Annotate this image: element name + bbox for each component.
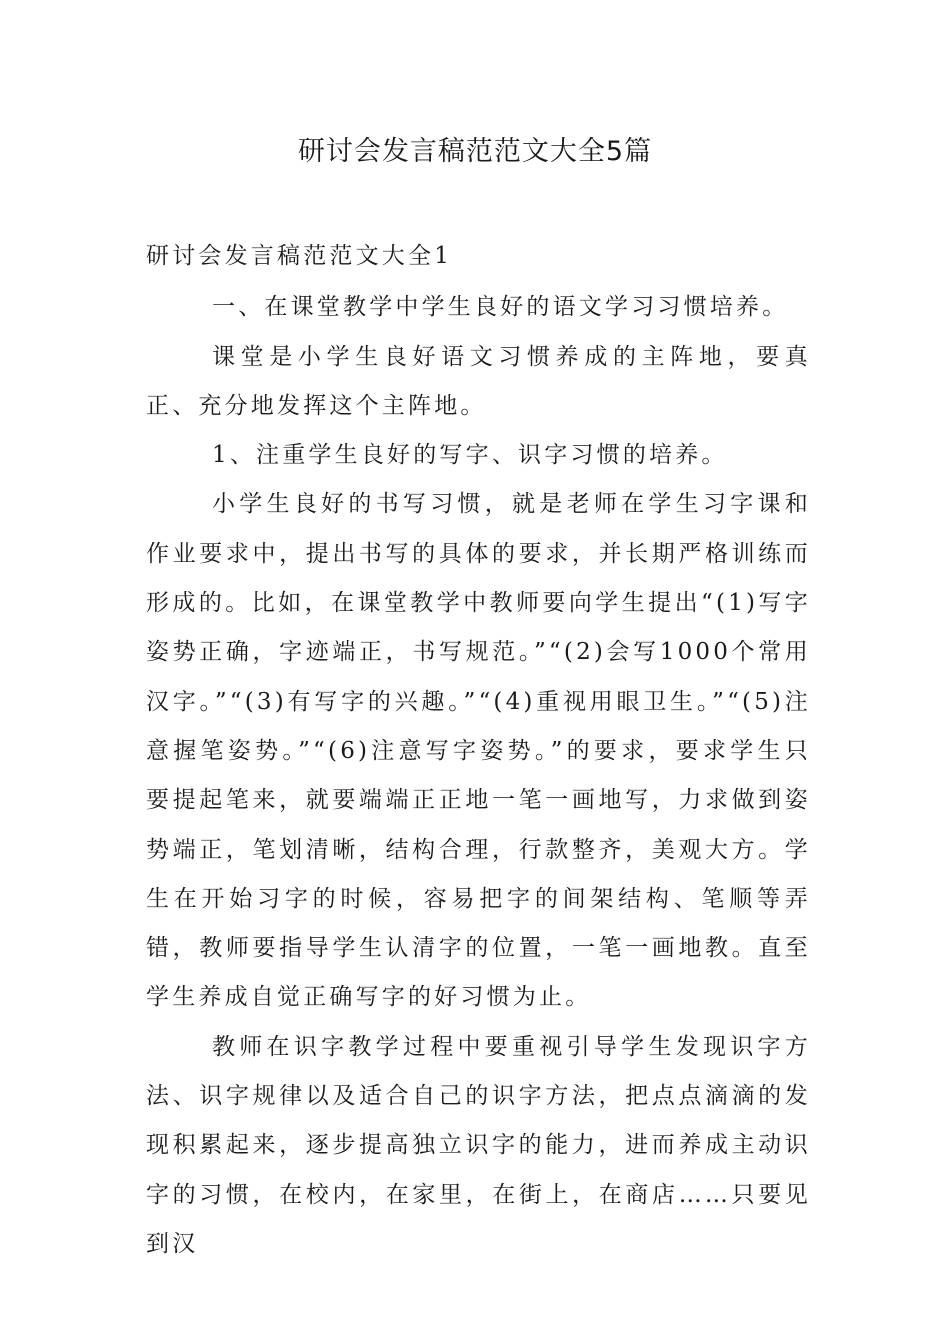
section-heading: 研讨会发言稿范范文大全1 [146,243,453,269]
paragraph: 教师在识字教学过程中要重视引导学生发现识字方法、识字规律以及适合自己的识字方法，把点点滴滴的发现积累起来，逐步提高独立识字的能力，进而养成主动识字的习惯，在校内，在家里，在街上，在商店……只要见到汉 [146,1033,811,1257]
paragraph: 课堂是小学生良好语文习惯养成的主阵地，要真正、充分地发挥这个主阵地。 [146,343,811,419]
document-body [146,232,811,1269]
paragraph: 小学生良好的书写习惯，就是老师在学生习字课和作业要求中，提出书写的具体的要求，并长期严格训练而形成的。比如，在课堂教学中教师要向学生提出“(1)写字姿势正确，字迹端正，书写规范。”“(2)会写1000个常用汉字。”“(3)有写字的兴趣。”“(4)重视用眼卫生。”“(5)注意握笔姿势。”“(6)注意写字姿势。”的要求，要求学生只要提起笔来，就要端端正正地一笔一画地写，力求做到姿势端正，笔划清晰，结构合理，行款整齐，美观大方。学生在开始习字的时候，容易把字的间架结构、笔顺等弄错，教师要指导学生认清字的位置，一笔一画地教。直至学生养成自觉正确写字的好习惯为止。 [146,491,811,1011]
document-title: 研讨会发言稿范范文大全5篇 [297,136,653,167]
paragraph-heading-1: 一、在课堂教学中学生良好的语文学习习惯培养。 [212,294,789,321]
paragraph-subheading-1: 1、注重学生良好的写字、识字习惯的培养。 [212,442,728,469]
